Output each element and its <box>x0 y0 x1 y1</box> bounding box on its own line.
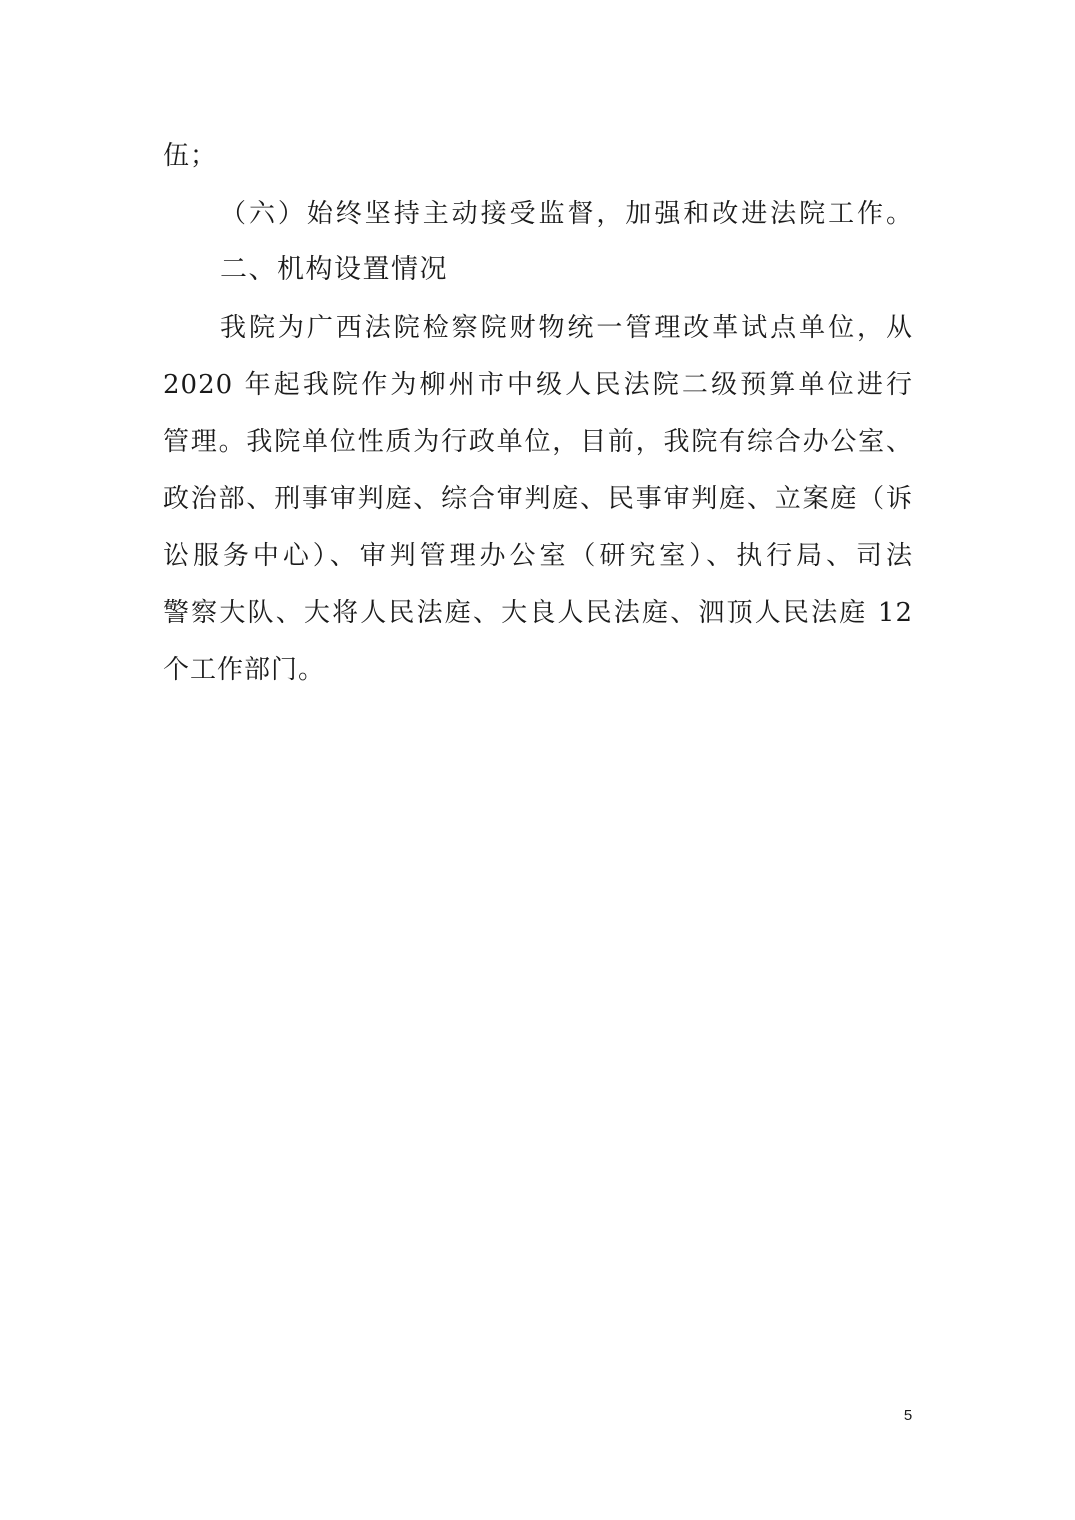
paragraph-line-3: 管理。我院单位性质为行政单位，目前，我院有综合办公室、 <box>163 427 913 457</box>
paragraph-line-4: 政治部、刑事审判庭、综合审判庭、民事审判庭、立案庭（诉 <box>163 484 913 514</box>
page-number: 5 <box>903 1407 913 1424</box>
paragraph-line-continuation: 伍； <box>163 141 218 171</box>
list-item-six: （六）始终坚持主动接受监督，加强和改进法院工作。 <box>220 199 913 229</box>
section-heading: 二、机构设置情况 <box>220 254 448 285</box>
paragraph-line-7: 个工作部门。 <box>163 655 326 685</box>
paragraph-line-6: 警察大队、大将人民法庭、大良人民法庭、泗顶人民法庭 12 <box>163 598 913 628</box>
paragraph-line-1: 我院为广西法院检察院财物统一管理改革试点单位，从 <box>220 313 913 343</box>
paragraph-line-5: 讼服务中心）、审判管理办公室（研究室）、执行局、司法 <box>163 541 913 571</box>
paragraph-line-2: 2020 年起我院作为柳州市中级人民法院二级预算单位进行 <box>163 370 913 400</box>
